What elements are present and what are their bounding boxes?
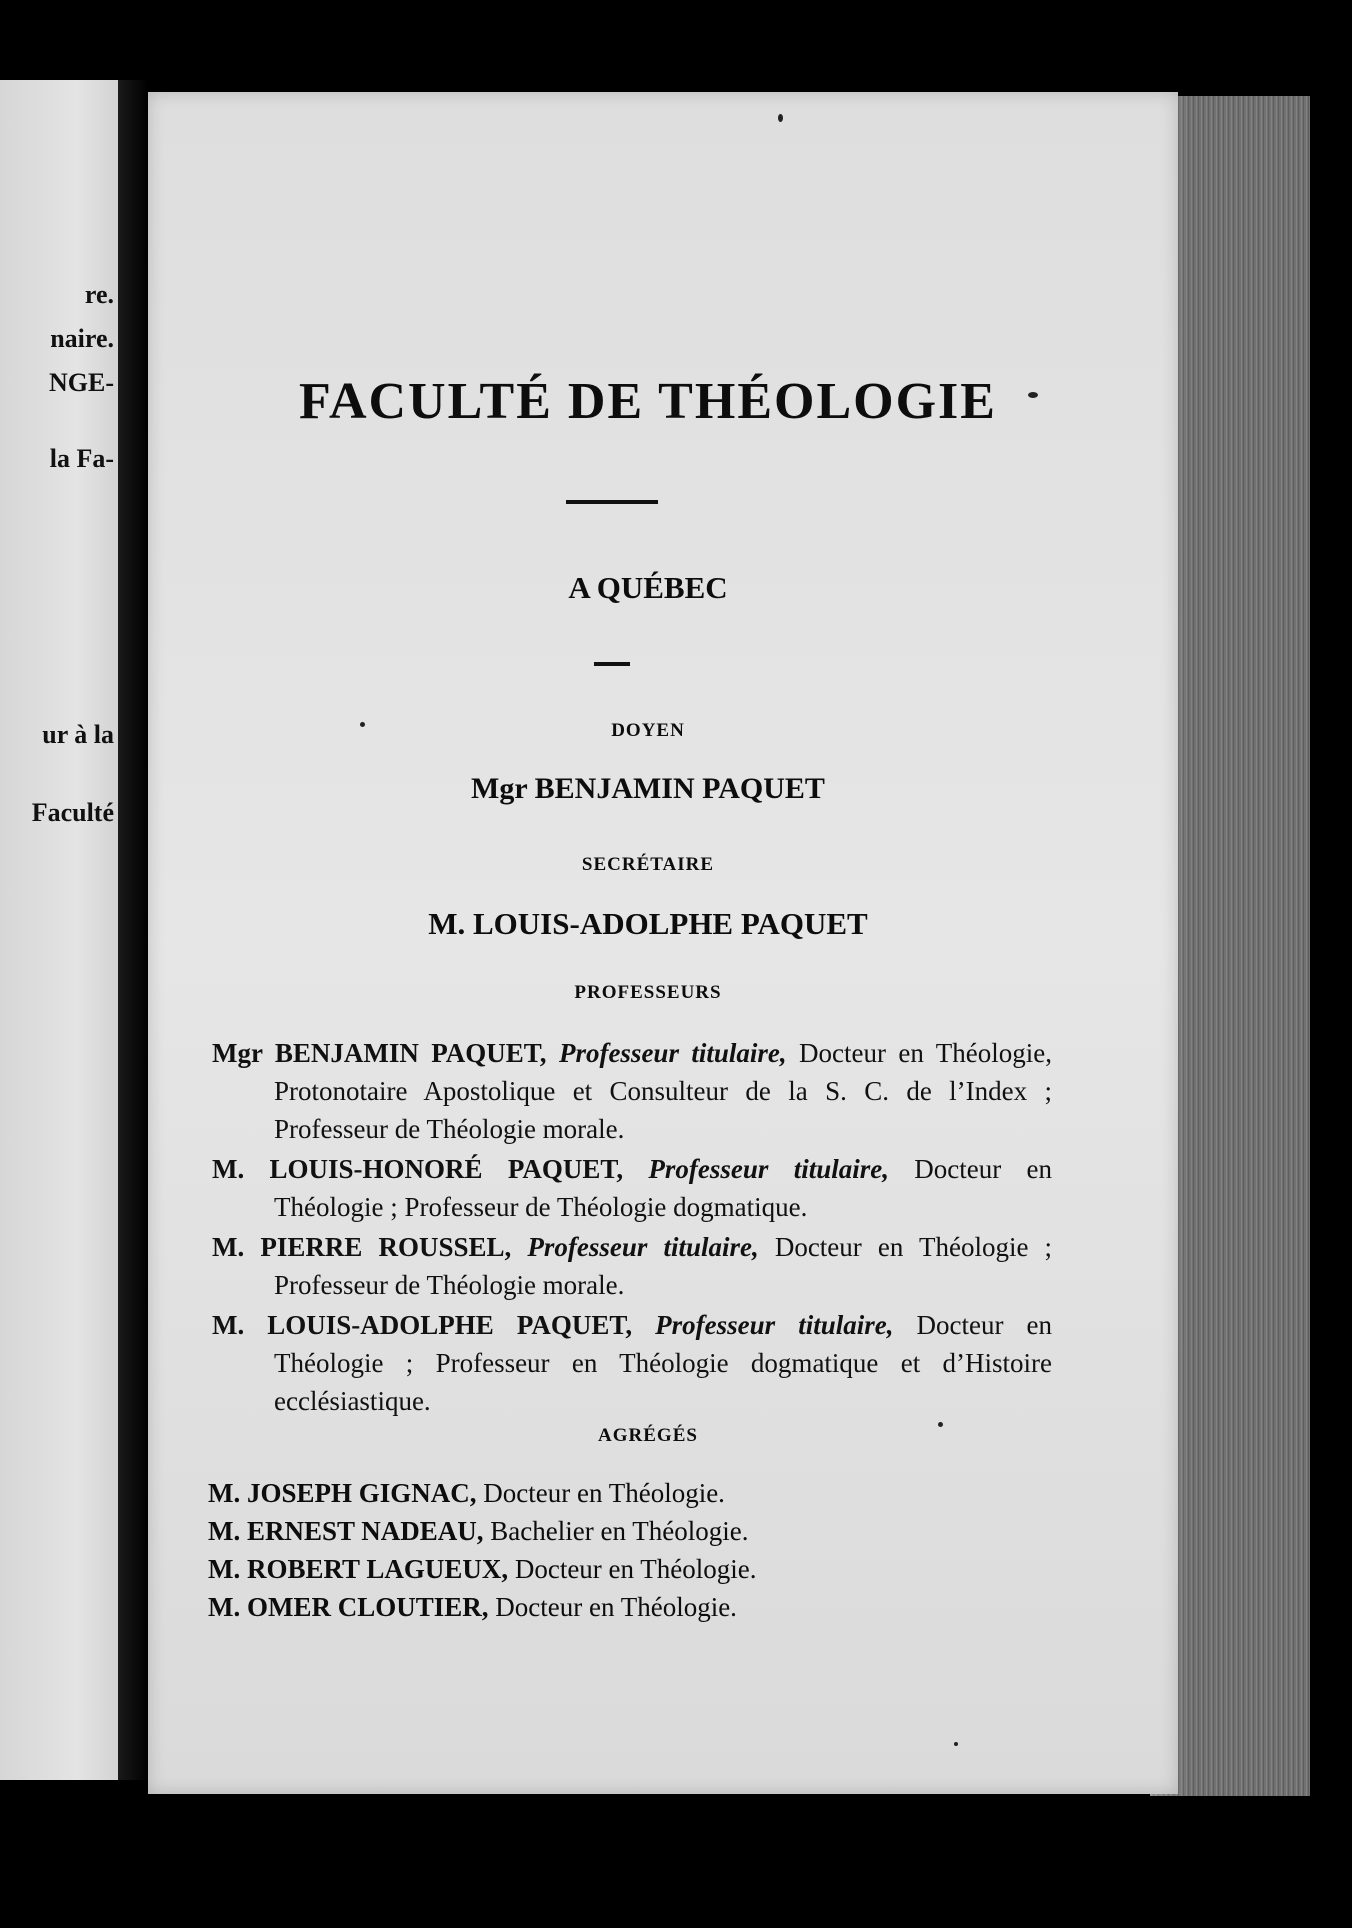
agrege-name: M. OMER CLOUTIER,	[208, 1592, 489, 1622]
professeurs-list	[212, 1034, 1052, 1420]
professeur-entry	[212, 1228, 1052, 1304]
agrege-name: M. ROBERT LAGUEUX,	[208, 1554, 509, 1584]
agrege-name: M. JOSEPH GIGNAC,	[208, 1478, 477, 1508]
agrege-details: Docteur en Théologie.	[514, 1554, 757, 1584]
page-title: FACULTÉ DE THÉOLOGIE	[299, 373, 997, 430]
professeur-details: Docteur en Théologie ; Professeur de Théologie morale.	[274, 1232, 1053, 1300]
professeur-entry	[212, 1034, 1052, 1148]
agrege-item	[208, 1550, 1048, 1588]
left-page-line: naire.	[50, 324, 114, 353]
agrege-details: Bachelier en Théologie.	[490, 1516, 749, 1546]
professeur-role: Professeur titulaire,	[558, 1038, 787, 1068]
agreges-list	[208, 1474, 1048, 1626]
professeur-entry	[212, 1306, 1052, 1420]
print-speck	[360, 722, 365, 727]
professeur-name: M. PIERRE ROUSSEL,	[212, 1232, 512, 1262]
left-page-line: re.	[84, 280, 114, 309]
print-speck	[778, 114, 783, 122]
print-speck	[938, 1422, 943, 1427]
professeur-details: Docteur en Théologie ; Professeur en Théologie dogmatique et d’Histoire ecclésiastique.	[274, 1310, 1053, 1416]
professeur-role: Professeur titulaire,	[527, 1232, 759, 1262]
agrege-item	[208, 1512, 1048, 1550]
print-speck	[954, 1742, 958, 1746]
agrege-details: Docteur en Théologie.	[483, 1478, 725, 1508]
place-rule	[594, 662, 630, 666]
professeur-name: M. LOUIS-ADOLPHE PAQUET,	[212, 1310, 633, 1340]
left-page-line: ur à la	[42, 720, 114, 749]
agrege-details: Docteur en Théologie.	[495, 1592, 737, 1622]
doyen-label: DOYEN	[611, 720, 685, 741]
agrege-name: M. ERNEST NADEAU,	[208, 1516, 484, 1546]
title-rule	[566, 500, 658, 504]
page-content	[148, 92, 1178, 1794]
agreges-label: AGRÉGÉS	[598, 1425, 698, 1446]
professeur-entry	[212, 1150, 1052, 1226]
professeur-name: M. LOUIS-HONORÉ PAQUET,	[212, 1154, 624, 1184]
doyen-name: Mgr BENJAMIN PAQUET	[471, 772, 825, 805]
secretaire-label: SECRÉTAIRE	[581, 854, 715, 875]
agrege-item	[208, 1474, 1048, 1512]
book-gutter	[118, 80, 148, 1780]
professeurs-label: PROFESSEURS	[574, 982, 722, 1003]
left-page-line: la Fa-	[49, 444, 114, 473]
professeur-role: Professeur titulaire,	[655, 1310, 894, 1340]
secretaire-name: M. LOUIS-ADOLPHE PAQUET	[428, 906, 868, 941]
main-page	[148, 92, 1178, 1794]
left-page-line: NGE-	[49, 368, 114, 397]
professeur-details: Docteur en Théologie ; Professeur de Théologie dogmatique.	[274, 1154, 1053, 1222]
professeur-details: Docteur en Théologie, Protonotaire Apostolique et Consulteur de la S. C. de l’Index ; Professeur de Théologie morale.	[274, 1038, 1053, 1144]
professeur-role: Professeur titulaire,	[648, 1154, 889, 1184]
left-page-line: Faculté	[31, 798, 114, 827]
left-page-fragment	[0, 80, 128, 1780]
place-heading: A QUÉBEC	[568, 570, 728, 605]
print-speck	[1028, 392, 1038, 398]
agrege-item	[208, 1588, 1048, 1626]
professeur-name: Mgr BENJAMIN PAQUET,	[212, 1038, 547, 1068]
